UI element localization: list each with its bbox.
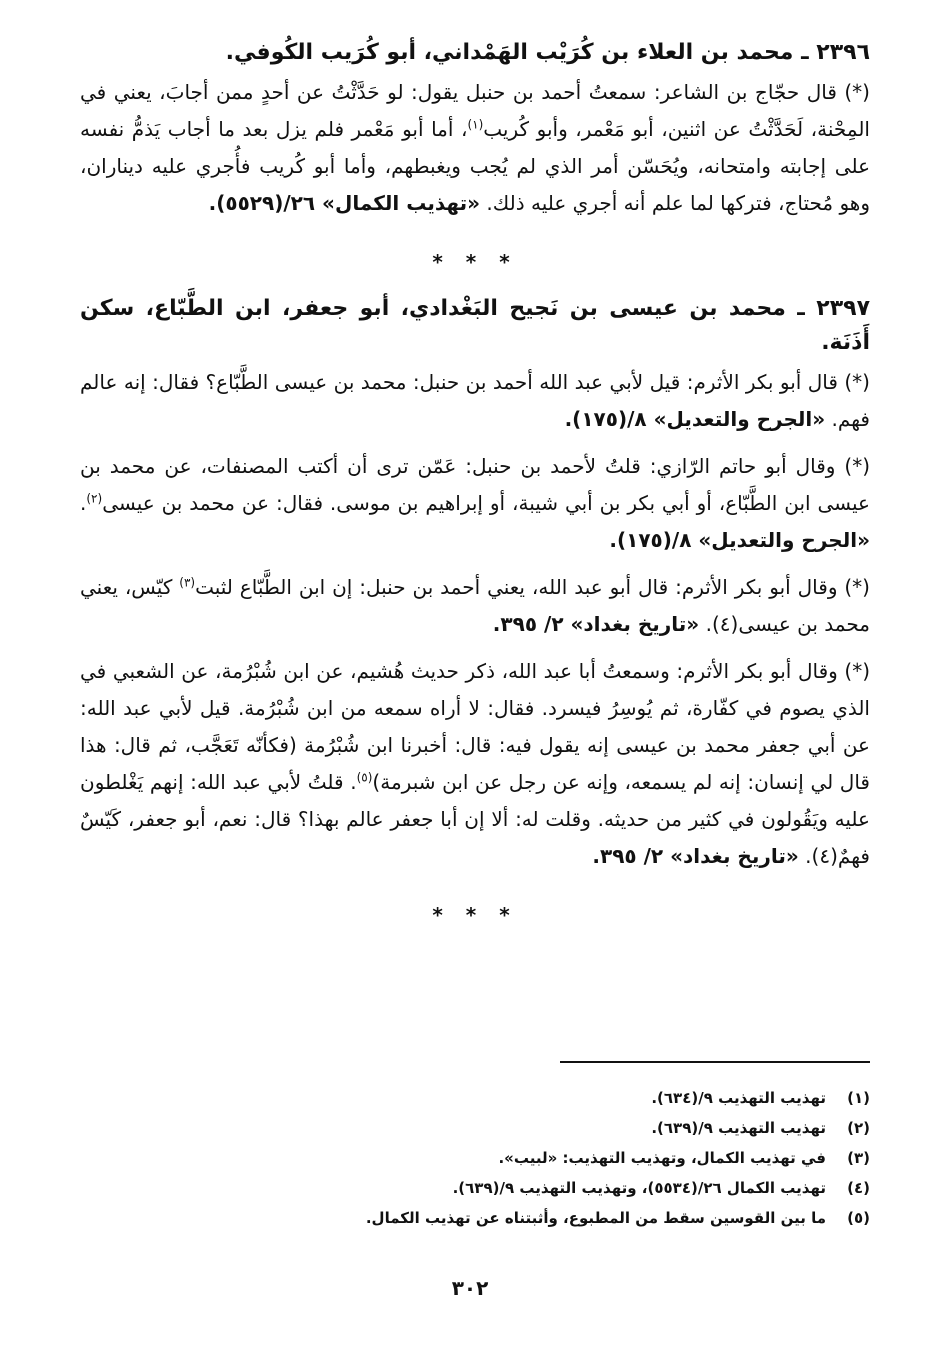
footnote-text: في تهذيب الكمال، وتهذيب التهذيب: «لبيب».	[498, 1149, 826, 1167]
footnote-number: (٢)	[847, 1119, 870, 1137]
source-citation: «تهذيب الكمال» ٢٦/(٥٥٢٩).	[208, 191, 481, 215]
source-citation: «الجرح والتعديل» ٨/(١٧٥).	[609, 528, 870, 552]
source-citation: «تاريخ بغداد» ٢/ ٣٩٥.	[492, 612, 700, 636]
entry-paragraph	[80, 653, 870, 875]
paragraph-text-continued: كيّس، يعني محمد بن عيسى(٤).	[80, 575, 870, 636]
entry-title: ٢٣٩٧ ـ محمد بن عيسى بن نَجيح البَغْدادي، أبو جعفر، ابن الطَّبّاع، سكن أَذَنَة.	[80, 296, 870, 355]
paragraph-text: (*) قال حجّاج بن الشاعر: سمعتُ أحمد بن حنبل يقول: لو حَدَّثْتُ عن أحدٍ ممن أجابَ، يعني في المِحْنة، لَحَدَّثْتُ عن اثنين، أبو مَعْمر، وأبو كُريب	[80, 80, 870, 141]
footnote-ref: (٢)	[86, 491, 103, 506]
footnote-number: (١)	[847, 1089, 870, 1107]
footnotes	[120, 1083, 870, 1233]
footnote-item	[120, 1113, 870, 1143]
entry-paragraph	[80, 74, 870, 222]
entry-paragraph	[80, 364, 870, 438]
footnote-item	[120, 1203, 870, 1233]
page-number: ٣٠٢	[451, 1276, 489, 1300]
footnote-item	[120, 1083, 870, 1113]
footnote-ref: (٥)	[356, 770, 373, 785]
paragraph-text-continued: .	[80, 491, 87, 515]
footnote-number: (٣)	[847, 1149, 870, 1167]
entry-paragraph	[80, 448, 870, 559]
footnote-divider	[560, 1061, 870, 1063]
footnote-ref: (١)	[467, 117, 484, 132]
paragraph-text: (*) وقال أبو حاتم الرّازي: قلتُ لأحمد بن حنبل: عَمّن ترى أن أكتب المصنفات، عن محمد بن عيسى ابن الطَّبّاع، أو أبي بكر بن أبي شيبة، أو إبراهيم بن موسى. فقال: عن محمد بن عيسى	[80, 454, 870, 515]
footnote-text: ما بين القوسين سقط من المطبوع، وأثبتناه عن تهذيب الكمال.	[365, 1209, 826, 1227]
source-citation: «الجرح والتعديل» ٨/(١٧٥).	[564, 407, 826, 431]
footnote-text: تهذيب التهذيب ٩/(٦٣٤).	[651, 1089, 826, 1107]
entry-title: ٢٣٩٦ ـ محمد بن العلاء بن كُرَيْب الهَمْداني، أبو كُرَيب الكُوفي.	[225, 40, 870, 65]
section-separator: * * *	[432, 903, 518, 927]
paragraph-text-continued: ، أما أبو مَعْمر فلم يزل بعد ما أجاب يَذمُّ نفسه على إجابته وامتحانه، ويُحَسّن أمر الذي لم يُجب ويغبطهم، وأما أبو كُريب فأُجري عليه ديناران، وهو مُحتاج، فتركها لما علم أنه أجري عليه ذلك.	[80, 117, 870, 215]
entry-paragraph	[80, 569, 870, 643]
paragraph-text-continued: . قلتُ لأبي عبد الله: إنهم يَغْلطون عليه ويَقُولون في كثير من حديثه. وقلت له: ألا إن أبا جعفر عالم بهذا؟ قال: نعم، أبو جعفر، كَيّسٌ فهمٌ(٤).	[80, 770, 870, 868]
paragraph-text: (*) وقال أبو بكر الأثرم: وسمعتُ أبا عبد الله، ذكر حديث هُشيم، عن ابن شُبْرُمة، عن الشعبي في الذي يصوم في كفّارة، ثم يُوسِرُ فيسرد. فقال: لا أراه سمعه من ابن شُبْرُمة. قيل لأبي عبد الله: عن أبي جعفر محمد بن عيسى إنه يقول فيه: قال: أخبرنا ابن شُبْرُمة (فكأنّه تَعَجَّب، ثم قال: هذا قال لي إنسان: إنه لم يسمعه، وإنه عن رجل عن ابن شبرمة)	[80, 659, 870, 794]
source-citation: «تاريخ بغداد» ٢/ ٣٩٥.	[592, 844, 799, 868]
section-separator: * * *	[432, 250, 518, 274]
page-body	[80, 36, 870, 945]
footnote-ref: (٣)	[179, 575, 196, 590]
footnote-text: تهذيب الكمال ٢٦/(٥٥٣٤)، وتهذيب التهذيب ٩/(٦٣٩).	[452, 1179, 826, 1197]
paragraph-text: (*) وقال أبو بكر الأثرم: قال أبو عبد الله، يعني أحمد بن حنبل: إن ابن الطَّبّاع لثبت	[195, 575, 870, 599]
footnote-number: (٤)	[847, 1179, 870, 1197]
footnote-item	[120, 1173, 870, 1203]
footnote-item	[120, 1143, 870, 1173]
footnote-number: (٥)	[847, 1209, 870, 1227]
paragraph-text: (*) قال أبو بكر الأثرم: قيل لأبي عبد الله أحمد بن حنبل: محمد بن عيسى الطَّبّاع؟ فقال: إنه عالم فهم.	[80, 370, 870, 431]
footnote-text: تهذيب التهذيب ٩/(٦٣٩).	[651, 1119, 826, 1137]
